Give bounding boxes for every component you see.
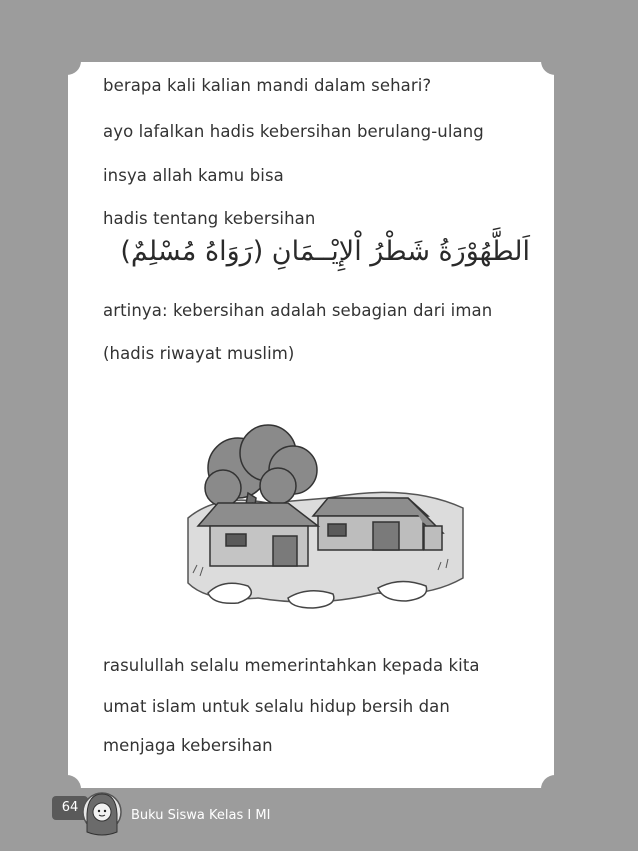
arabic-hadith-text: اَلطَّهُوْرَةُ شَطْرُ اْلإِيْــمَانِ (رَوَاهُ مُسْلِمٌ) xyxy=(120,236,530,267)
corner-notch xyxy=(67,61,81,75)
student-avatar-icon xyxy=(82,788,122,838)
page-number-badge: 64 xyxy=(52,796,88,820)
text-line-closing-2: umat islam untuk selalu hidup bersih dan xyxy=(103,697,450,716)
footer-book-title: Buku Siswa Kelas I MI xyxy=(131,808,271,823)
text-line-question: berapa kali kalian mandi dalam sehari? xyxy=(103,76,432,95)
text-line-translation: artinya: kebersihan adalah sebagian dari iman xyxy=(103,301,493,320)
text-line-hadis-heading: hadis tentang kebersihan xyxy=(103,209,316,228)
text-line-closing-1: rasulullah selalu memerintahkan kepada kita xyxy=(103,656,480,675)
text-line-instruction: ayo lafalkan hadis kebersihan berulang-ulang xyxy=(103,122,484,141)
text-line-closing-3: menjaga kebersihan xyxy=(103,736,273,755)
corner-notch xyxy=(67,775,81,789)
corner-notch xyxy=(541,775,555,789)
corner-notch xyxy=(541,61,555,75)
text-line-encouragement: insya allah kamu bisa xyxy=(103,166,284,185)
village-houses-illustration xyxy=(178,398,468,623)
text-line-source: (hadis riwayat muslim) xyxy=(103,344,295,363)
